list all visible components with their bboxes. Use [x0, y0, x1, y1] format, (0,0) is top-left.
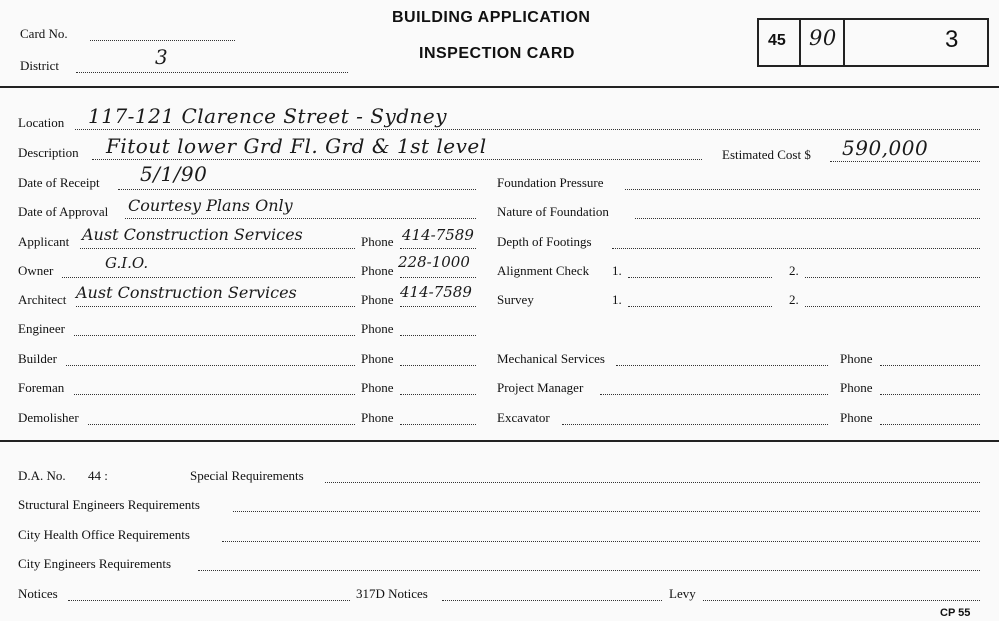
applicant-label: Applicant: [18, 234, 70, 249]
location-label: Location: [18, 115, 65, 130]
architect-label: Architect: [18, 292, 67, 307]
mechanical-services-label: Mechanical Services: [497, 351, 605, 366]
project-manager-field[interactable]: [600, 394, 828, 395]
engineer-field[interactable]: [74, 335, 355, 336]
excavator-phone-field[interactable]: [880, 424, 980, 425]
levy-label: Levy: [669, 586, 696, 601]
alignment-check-label: Alignment Check: [497, 263, 590, 278]
depth-footings-field[interactable]: [612, 248, 980, 249]
survey-1-field[interactable]: [628, 306, 772, 307]
special-requirements-label: Special Requirements: [190, 468, 304, 483]
builder-label: Builder: [18, 351, 57, 366]
title-line2: INSPECTION CARD: [419, 45, 575, 62]
applicant-phone-label: Phone: [361, 234, 394, 249]
project-manager-phone-field[interactable]: [880, 394, 980, 395]
foreman-field[interactable]: [74, 394, 355, 395]
demolisher-field[interactable]: [88, 424, 355, 425]
excavator-phone-label: Phone: [840, 410, 873, 425]
alignment-check-2-field[interactable]: [805, 277, 980, 278]
date-receipt-field[interactable]: [118, 189, 476, 190]
mechanical-services-field[interactable]: [616, 365, 828, 366]
date-approval-field[interactable]: [125, 218, 476, 219]
applicant-phone-field[interactable]: [400, 248, 476, 249]
owner-field[interactable]: [62, 277, 355, 278]
owner-phone-field[interactable]: [400, 277, 476, 278]
demolisher-phone-label: Phone: [361, 410, 394, 425]
structural-requirements-label: Structural Engineers Requirements: [18, 497, 200, 512]
header-divider: [0, 86, 999, 88]
location-value: 117-121 Clarence Street - Sydney: [88, 104, 448, 128]
notices-field[interactable]: [68, 600, 350, 601]
architect-field[interactable]: [76, 306, 355, 307]
card-no-field[interactable]: [90, 40, 235, 41]
nature-foundation-field[interactable]: [635, 218, 980, 219]
excavator-field[interactable]: [562, 424, 828, 425]
architect-phone-label: Phone: [361, 292, 394, 307]
description-field[interactable]: [92, 159, 702, 160]
box-number-3: 3: [945, 26, 959, 53]
engineer-label: Engineer: [18, 321, 65, 336]
date-receipt-label: Date of Receipt: [18, 175, 100, 190]
builder-field[interactable]: [66, 365, 355, 366]
city-engineers-requirements-field[interactable]: [198, 570, 980, 571]
card-number-box: [757, 18, 989, 67]
owner-phone-value: 228-1000: [398, 253, 470, 271]
box-number-1: 45: [768, 32, 786, 49]
date-approval-label: Date of Approval: [18, 204, 109, 219]
architect-value: Aust Construction Services: [76, 283, 297, 302]
architect-phone-field[interactable]: [400, 306, 476, 307]
alignment-check-2-label: 2.: [789, 263, 799, 278]
survey-1-label: 1.: [612, 292, 622, 307]
health-requirements-field[interactable]: [222, 541, 980, 542]
survey-2-field[interactable]: [805, 306, 980, 307]
alignment-check-1-field[interactable]: [628, 277, 772, 278]
owner-phone-label: Phone: [361, 263, 394, 278]
owner-label: Owner: [18, 263, 54, 278]
survey-2-label: 2.: [789, 292, 799, 307]
form-code: CP 55: [940, 607, 971, 619]
district-field[interactable]: [76, 72, 348, 73]
excavator-label: Excavator: [497, 410, 550, 425]
district-value: 3: [155, 45, 169, 69]
notices-317d-label: 317D Notices: [356, 586, 428, 601]
applicant-phone-value: 414-7589: [402, 226, 474, 244]
estimated-cost-field[interactable]: [830, 161, 980, 162]
architect-phone-value: 414-7589: [400, 283, 472, 301]
date-receipt-value: 5/1/90: [140, 162, 208, 186]
description-value: Fitout lower Grd Fl. Grd & 1st level: [106, 134, 487, 158]
card-no-label: Card No.: [20, 26, 68, 41]
requirements-divider: [0, 440, 999, 442]
da-no-label: D.A. No.: [18, 468, 66, 483]
box-number-2: 90: [809, 26, 837, 50]
builder-phone-field[interactable]: [400, 365, 476, 366]
notices-317d-field[interactable]: [442, 600, 662, 601]
da-no-value: 44 :: [88, 468, 108, 483]
engineer-phone-field[interactable]: [400, 335, 476, 336]
special-requirements-field[interactable]: [325, 482, 980, 483]
location-field[interactable]: [75, 129, 980, 130]
notices-label: Notices: [18, 586, 58, 601]
applicant-field[interactable]: [80, 248, 355, 249]
structural-requirements-field[interactable]: [233, 511, 980, 512]
project-manager-label: Project Manager: [497, 380, 584, 395]
foundation-pressure-label: Foundation Pressure: [497, 175, 604, 190]
foreman-label: Foreman: [18, 380, 65, 395]
health-requirements-label: City Health Office Requirements: [18, 527, 190, 542]
foundation-pressure-field[interactable]: [625, 189, 980, 190]
estimated-cost-label: Estimated Cost $: [722, 147, 811, 162]
project-manager-phone-label: Phone: [840, 380, 873, 395]
demolisher-label: Demolisher: [18, 410, 79, 425]
description-label: Description: [18, 145, 79, 160]
applicant-value: Aust Construction Services: [82, 225, 303, 244]
date-approval-value: Courtesy Plans Only: [128, 196, 293, 215]
nature-foundation-label: Nature of Foundation: [497, 204, 609, 219]
builder-phone-label: Phone: [361, 351, 394, 366]
mechanical-phone-field[interactable]: [880, 365, 980, 366]
city-engineers-requirements-label: City Engineers Requirements: [18, 556, 172, 571]
foreman-phone-label: Phone: [361, 380, 394, 395]
mechanical-phone-label: Phone: [840, 351, 873, 366]
estimated-cost-value: 590,000: [842, 136, 929, 160]
engineer-phone-label: Phone: [361, 321, 394, 336]
demolisher-phone-field[interactable]: [400, 424, 476, 425]
depth-footings-label: Depth of Footings: [497, 234, 592, 249]
levy-field[interactable]: [703, 600, 980, 601]
foreman-phone-field[interactable]: [400, 394, 476, 395]
owner-value: G.I.O.: [105, 254, 149, 272]
title-line1: BUILDING APPLICATION: [392, 9, 591, 26]
alignment-check-1-label: 1.: [612, 263, 622, 278]
district-label: District: [20, 58, 59, 73]
survey-label: Survey: [497, 292, 534, 307]
